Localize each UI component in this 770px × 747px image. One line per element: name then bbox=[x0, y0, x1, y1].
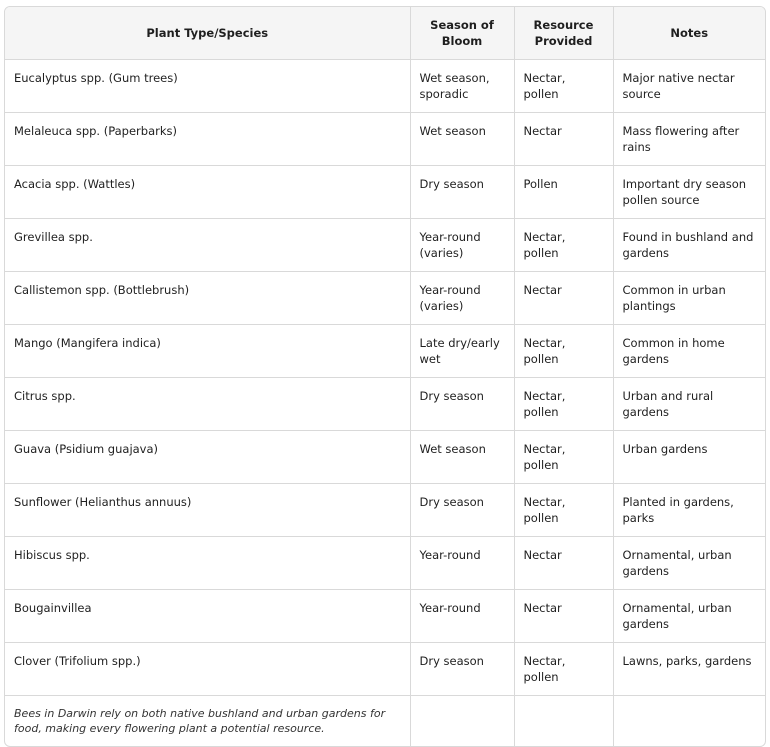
table-row bbox=[5, 377, 765, 430]
cell-plant: Acacia spp. (Wattles) bbox=[5, 165, 410, 218]
cell-resource: Nectar, pollen bbox=[514, 324, 613, 377]
empty-cell bbox=[613, 695, 765, 746]
cell-season: Year-round (varies) bbox=[410, 218, 514, 271]
table-row bbox=[5, 536, 765, 589]
cell-resource: Nectar, pollen bbox=[514, 377, 613, 430]
cell-plant: Citrus spp. bbox=[5, 377, 410, 430]
empty-cell bbox=[410, 695, 514, 746]
cell-season: Dry season bbox=[410, 377, 514, 430]
table-row bbox=[5, 642, 765, 695]
cell-notes: Lawns, parks, gardens bbox=[613, 642, 765, 695]
cell-resource: Nectar bbox=[514, 112, 613, 165]
header-notes: Notes bbox=[613, 7, 765, 59]
cell-season: Wet season bbox=[410, 112, 514, 165]
table-row bbox=[5, 271, 765, 324]
cell-season: Dry season bbox=[410, 483, 514, 536]
cell-plant: Callistemon spp. (Bottlebrush) bbox=[5, 271, 410, 324]
cell-plant: Clover (Trifolium spp.) bbox=[5, 642, 410, 695]
cell-plant: Mango (Mangifera indica) bbox=[5, 324, 410, 377]
cell-season: Wet season bbox=[410, 430, 514, 483]
table-row bbox=[5, 165, 765, 218]
cell-resource: Nectar, pollen bbox=[514, 642, 613, 695]
cell-resource: Nectar bbox=[514, 589, 613, 642]
cell-plant: Grevillea spp. bbox=[5, 218, 410, 271]
table-row bbox=[5, 483, 765, 536]
table-row bbox=[5, 59, 765, 112]
footnote-row bbox=[5, 695, 765, 746]
cell-notes: Common in urban plantings bbox=[613, 271, 765, 324]
cell-notes: Ornamental, urban gardens bbox=[613, 536, 765, 589]
cell-notes: Common in home gardens bbox=[613, 324, 765, 377]
table-header bbox=[5, 7, 765, 59]
cell-notes: Urban gardens bbox=[613, 430, 765, 483]
cell-notes: Ornamental, urban gardens bbox=[613, 589, 765, 642]
cell-resource: Nectar, pollen bbox=[514, 59, 613, 112]
table-row bbox=[5, 112, 765, 165]
cell-plant: Eucalyptus spp. (Gum trees) bbox=[5, 59, 410, 112]
cell-notes: Planted in gardens, parks bbox=[613, 483, 765, 536]
cell-resource: Nectar, pollen bbox=[514, 430, 613, 483]
table-row bbox=[5, 430, 765, 483]
plant-bloom-table bbox=[5, 7, 765, 746]
cell-resource: Nectar bbox=[514, 271, 613, 324]
cell-plant: Sunflower (Helianthus annuus) bbox=[5, 483, 410, 536]
table-body bbox=[5, 59, 765, 746]
footnote-text: Bees in Darwin rely on both native bushland and urban gardens for food, making every flowering plant a potential resource. bbox=[5, 695, 410, 746]
table-row bbox=[5, 324, 765, 377]
cell-plant: Guava (Psidium guajava) bbox=[5, 430, 410, 483]
header-resource-provided: Resource Provided bbox=[514, 7, 613, 59]
cell-resource: Nectar, pollen bbox=[514, 483, 613, 536]
cell-resource: Nectar bbox=[514, 536, 613, 589]
cell-notes: Important dry season pollen source bbox=[613, 165, 765, 218]
cell-season: Wet season, sporadic bbox=[410, 59, 514, 112]
cell-season: Late dry/early wet bbox=[410, 324, 514, 377]
table-row bbox=[5, 218, 765, 271]
cell-notes: Major native nectar source bbox=[613, 59, 765, 112]
cell-season: Dry season bbox=[410, 642, 514, 695]
cell-notes: Found in bushland and gardens bbox=[613, 218, 765, 271]
cell-season: Dry season bbox=[410, 165, 514, 218]
cell-resource: Nectar, pollen bbox=[514, 218, 613, 271]
header-plant-type: Plant Type/Species bbox=[5, 7, 410, 59]
cell-resource: Pollen bbox=[514, 165, 613, 218]
header-row bbox=[5, 7, 765, 59]
header-season-of-bloom: Season of Bloom bbox=[410, 7, 514, 59]
cell-notes: Urban and rural gardens bbox=[613, 377, 765, 430]
cell-plant: Bougainvillea bbox=[5, 589, 410, 642]
cell-season: Year-round (varies) bbox=[410, 271, 514, 324]
plant-table-container bbox=[4, 6, 766, 747]
cell-season: Year-round bbox=[410, 589, 514, 642]
cell-notes: Mass flowering after rains bbox=[613, 112, 765, 165]
empty-cell bbox=[514, 695, 613, 746]
cell-plant: Melaleuca spp. (Paperbarks) bbox=[5, 112, 410, 165]
cell-plant: Hibiscus spp. bbox=[5, 536, 410, 589]
table-row bbox=[5, 589, 765, 642]
cell-season: Year-round bbox=[410, 536, 514, 589]
